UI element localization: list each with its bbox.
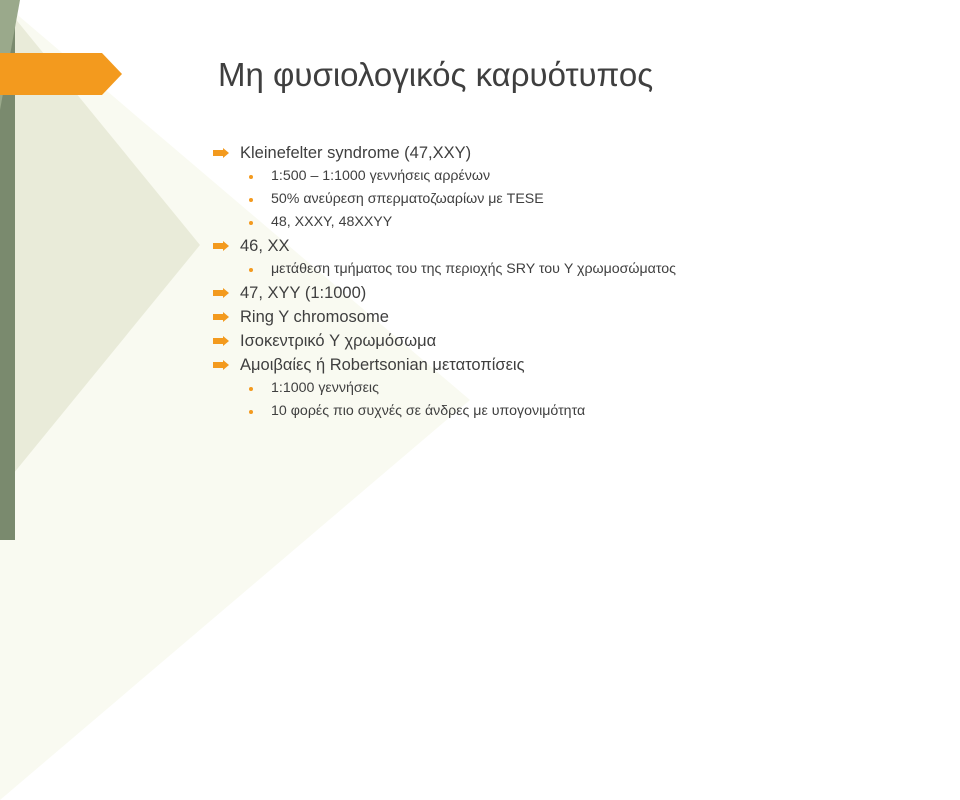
list-item xyxy=(213,141,933,165)
sub-list-item xyxy=(213,400,933,423)
sub-list-item-text: 50% ανεύρεση σπερματοζωαρίων με TESE xyxy=(271,191,544,207)
sub-list-item-text: μετάθεση τμήματος του της περιοχής SRY του Y χρωμοσώματος xyxy=(271,261,676,277)
list-item xyxy=(213,353,933,377)
dot-bullet-icon xyxy=(249,387,253,391)
sub-list-item xyxy=(213,258,933,281)
list-item-text: Ring Y chromosome xyxy=(240,308,389,326)
slide-title: Μη φυσιολογικός καρυότυπος xyxy=(218,56,654,93)
list-item xyxy=(213,281,933,305)
dot-bullet-icon xyxy=(249,221,253,225)
dot-bullet-icon xyxy=(249,175,253,179)
orange-title-tab xyxy=(0,53,122,95)
arrow-bullet-icon xyxy=(213,288,229,298)
list-item-text: Ισοκεντρικό Y χρωμόσωμα xyxy=(240,332,437,350)
dot-bullet-icon xyxy=(249,410,253,414)
arrow-bullet-icon xyxy=(213,241,229,251)
dot-bullet-icon xyxy=(249,198,253,202)
bullet-list xyxy=(213,141,933,423)
sub-list-item xyxy=(213,165,933,188)
arrow-bullet-icon xyxy=(213,312,229,322)
sub-list-item-text: 1:500 – 1:1000 γεννήσεις αρρένων xyxy=(271,168,491,184)
sub-list-item xyxy=(213,188,933,211)
arrow-bullet-icon xyxy=(213,148,229,158)
sub-list-item-text: 48, XXXY, 48XXYY xyxy=(271,214,393,230)
sub-list-item xyxy=(213,211,933,234)
list-item-text: 47, XYY (1:1000) xyxy=(240,284,367,302)
arrow-bullet-icon xyxy=(213,336,229,346)
list-item xyxy=(213,305,933,329)
sub-list-item-text: 1:1000 γεννήσεις xyxy=(271,380,379,396)
sub-list-item xyxy=(213,377,933,400)
list-item xyxy=(213,234,933,258)
list-item-text: 46, XX xyxy=(240,237,290,255)
sub-list-item-text: 10 φορές πιο συχνές σε άνδρες με υπογονιμότητα xyxy=(271,403,586,419)
dot-bullet-icon xyxy=(249,268,253,272)
list-item-text: Αμοιβαίες ή Robertsonian μετατοπίσεις xyxy=(240,356,525,374)
list-item xyxy=(213,329,933,353)
list-item-text: Kleinefelter syndrome (47,XXY) xyxy=(240,144,472,162)
arrow-bullet-icon xyxy=(213,360,229,370)
